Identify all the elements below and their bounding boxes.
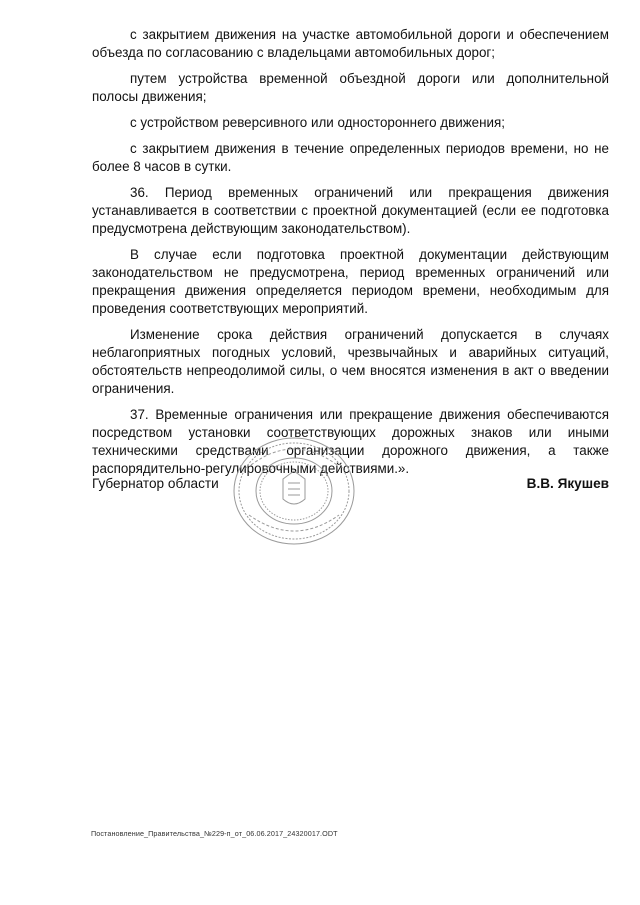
paragraph-1: с закрытием движения на участке автомобильной дороги и обеспечением объезда по согласованию с владельцами автомобильных дорог; <box>92 27 609 60</box>
signatory-title: Губернатор области <box>92 476 219 491</box>
signatory-name: В.В. Якушев <box>526 476 609 491</box>
paragraph-7: Изменение срока действия ограничений допускается в случаях неблагоприятных погодных условий, чрезвычайных и аварийных ситуаций, обстоятельств непреодолимой силы, о чем вносятся изменения в акт о введении ограничения. <box>92 327 609 396</box>
paragraph-3: с устройством реверсивного или одностороннего движения; <box>130 115 505 130</box>
signature-block <box>92 476 609 500</box>
paragraph-6: В случае если подготовка проектной документации действующим законодательством не предусмотрена, период временных ограничений или прекращения движения определяется периодом времени, необходимым для проведения соответствующих мероприятий. <box>92 247 609 316</box>
document-body <box>92 26 609 486</box>
paragraph-5: 36. Период временных ограничений или прекращения движения устанавливается в соответствии с проектной документацией (если ее подготовка предусмотрена действующим законодательством). <box>92 185 609 236</box>
file-footer: Постановление_Правительства_№229-п_от_06.06.2017_24320017.ODT <box>91 829 338 838</box>
paragraph-4: с закрытием движения в течение определенных периодов времени, но не более 8 часов в сутки. <box>92 141 609 174</box>
paragraph-2: путем устройства временной объездной дороги или дополнительной полосы движения; <box>92 71 609 104</box>
paragraph-8: 37. Временные ограничения или прекращение движения обеспечиваются посредством установки соответствующих дорожных знаков или иными техническими средствами организации дорожного движения, а также распорядительно-регулировочными действиями.». <box>92 407 609 476</box>
